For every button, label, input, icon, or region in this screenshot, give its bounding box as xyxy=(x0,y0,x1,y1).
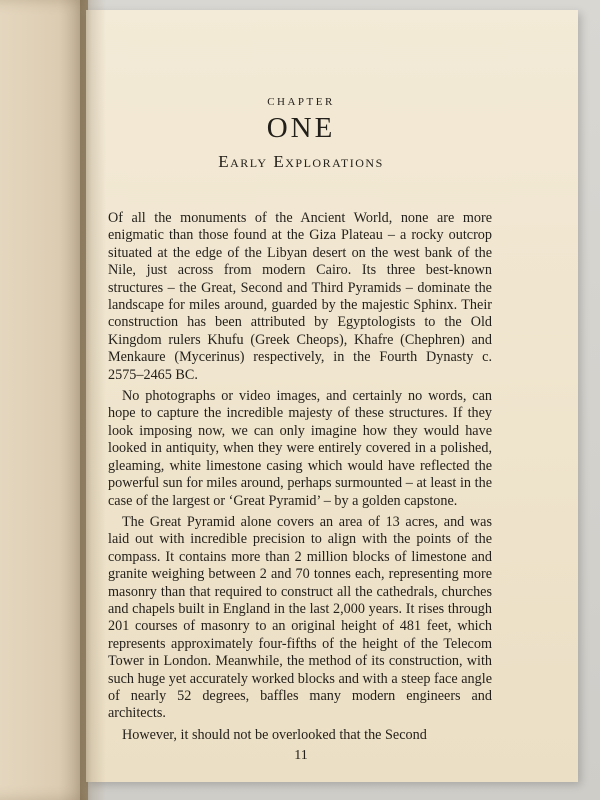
paragraph-3: The Great Pyramid alone covers an area of 13 acres, and was laid out with incredible precision to align with the points of the compass. It contains more than 2 million blocks of limestone and granite weighing between 2 and 70 tonnes each, representing more masonry than that required to construct all the cathedrals, churches and chapels built in England in the last 2,000 years. It rises through 201 courses of masonry to an original height of 481 feet, which represents approximately four-fifths of the height of the Telecom Tower in London. Meanwhile, the method of its construction, with such huge yet accurately worked blocks and with a steep face angle of nearly 52 degrees, baffles many modern engineers and architects. xyxy=(108,513,492,722)
paragraph-4: However, it should not be overlooked that the Second xyxy=(122,726,427,743)
body-text xyxy=(108,210,492,744)
paragraph-1: Of all the monuments of the Ancient World, none are more enigmatic than those found at the Giza Plateau – a rocky outcrop situated at the edge of the Libyan desert on the west bank of the Nile, just across from modern Cairo. Its three best-known structures – the Great, Second and Third Pyramids – dominate the landscape for miles around, guarded by the majestic Sphinx. Their construction has been attributed by Egyptologists to the Old Kingdom rulers Khufu (Greek Cheops), Khafre (Chephren) and Menkaure (Mycerinus) respectively, in the Fourth Dynasty c. 2575–2465 BC. xyxy=(108,210,492,383)
left-page-edge xyxy=(0,0,88,800)
chapter-title: Early Explorations xyxy=(218,152,384,171)
paragraph-2: No photographs or video images, and certainly no words, can hope to capture the incredible majesty of these structures. If they look imposing now, we can only imagine how they would have looked in antiquity, when they were entirely covered in a polished, gleaming, white limestone casing which would have reflected the powerful sun for miles around, perhaps surmounted – at least in the case of the largest or ‘Great Pyramid’ – by a golden capstone. xyxy=(108,388,492,509)
book-gutter-shadow xyxy=(80,0,106,800)
page-content xyxy=(108,0,492,800)
page-number: 11 xyxy=(294,748,308,763)
chapter-number: ONE xyxy=(266,112,336,144)
chapter-label: CHAPTER xyxy=(267,96,335,108)
